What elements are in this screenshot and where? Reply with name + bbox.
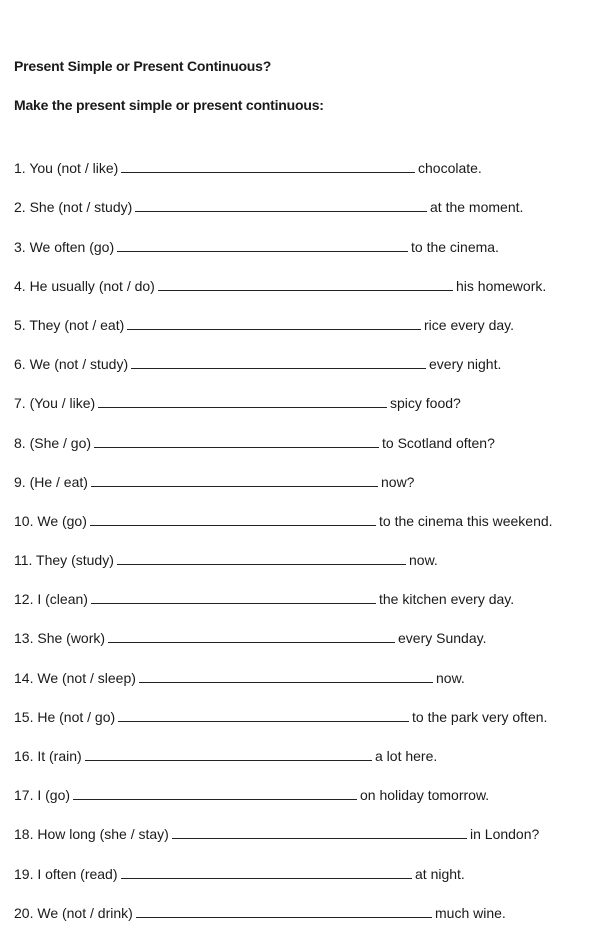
question-rest: in London?	[470, 826, 540, 843]
answer-blank[interactable]	[172, 823, 467, 839]
question-rest: on holiday tomorrow.	[360, 787, 490, 804]
question-item-1	[14, 136, 604, 175]
question-item-10	[14, 489, 604, 528]
question-line	[14, 432, 495, 450]
question-rest: every Sunday.	[398, 630, 487, 647]
question-item-18	[14, 802, 604, 841]
question-rest: his homework.	[456, 277, 547, 294]
question-line	[14, 863, 465, 881]
answer-blank[interactable]	[121, 157, 415, 173]
question-prompt: 14. We (not / sleep)	[14, 669, 136, 686]
answer-blank[interactable]	[94, 432, 379, 448]
answer-blank[interactable]	[131, 353, 426, 369]
question-line	[14, 236, 499, 254]
question-line	[14, 902, 506, 920]
question-item-15	[14, 685, 604, 724]
question-prompt: 7. (You / like)	[14, 395, 96, 412]
question-item-2	[14, 175, 604, 214]
question-item-3	[14, 214, 604, 253]
question-prompt: 11. They (study)	[14, 552, 114, 569]
question-rest: spicy food?	[390, 395, 461, 412]
question-rest: to the park very often.	[412, 708, 548, 725]
question-item-20	[14, 881, 604, 920]
question-rest: at the moment.	[430, 199, 524, 216]
answer-blank[interactable]	[85, 745, 372, 761]
question-prompt: 2. She (not / study)	[14, 199, 133, 216]
question-line	[14, 157, 482, 175]
question-rest: now.	[436, 669, 465, 686]
question-item-4	[14, 254, 604, 293]
question-rest: to the cinema.	[411, 238, 499, 255]
question-prompt: 8. (She / go)	[14, 434, 92, 451]
question-item-9	[14, 450, 604, 489]
question-prompt: 6. We (not / study)	[14, 356, 129, 373]
question-item-5	[14, 293, 604, 332]
question-line	[14, 510, 553, 528]
question-rest: chocolate.	[418, 160, 482, 177]
question-line	[14, 196, 523, 214]
question-line	[14, 353, 501, 371]
question-prompt: 4. He usually (not / do)	[14, 277, 155, 294]
question-item-14	[14, 645, 604, 684]
question-item-7	[14, 371, 604, 410]
question-rest: every night.	[429, 356, 502, 373]
answer-blank[interactable]	[118, 706, 409, 722]
answer-blank[interactable]	[117, 236, 408, 252]
answer-blank[interactable]	[139, 667, 433, 683]
question-line	[14, 275, 546, 293]
question-item-16	[14, 724, 604, 763]
question-prompt: 9. (He / eat)	[14, 473, 88, 490]
question-rest: rice every day.	[424, 316, 514, 333]
question-rest: to Scotland often?	[382, 434, 495, 451]
answer-blank[interactable]	[117, 549, 406, 565]
question-line	[14, 667, 465, 685]
question-prompt: 1. You (not / like)	[14, 160, 119, 177]
question-item-8	[14, 410, 604, 449]
question-item-17	[14, 763, 604, 802]
question-line	[14, 745, 437, 763]
question-prompt: 17. I (go)	[14, 787, 71, 804]
question-line	[14, 627, 486, 645]
question-rest: much wine.	[435, 904, 506, 921]
page-title: Present Simple or Present Continuous?	[14, 58, 272, 74]
question-rest: the kitchen every day.	[379, 591, 515, 608]
question-item-13	[14, 606, 604, 645]
question-line	[14, 471, 414, 489]
question-prompt: 3. We often (go)	[14, 238, 115, 255]
question-prompt: 15. He (not / go)	[14, 708, 116, 725]
question-rest: at night.	[415, 865, 465, 882]
question-line	[14, 314, 514, 332]
question-prompt: 19. I often (read)	[14, 865, 118, 882]
answer-blank[interactable]	[73, 784, 357, 800]
question-line	[14, 706, 547, 724]
question-line	[14, 549, 438, 567]
answer-blank[interactable]	[108, 627, 395, 643]
question-rest: to the cinema this weekend.	[379, 512, 553, 529]
question-prompt: 13. She (work)	[14, 630, 106, 647]
answer-blank[interactable]	[98, 392, 387, 408]
question-item-6	[14, 332, 604, 371]
question-rest: a lot here.	[375, 748, 438, 764]
question-item-11	[14, 528, 604, 567]
question-prompt: 18. How long (she / stay)	[14, 826, 169, 843]
question-item-12	[14, 567, 604, 606]
answer-blank[interactable]	[127, 314, 421, 330]
answer-blank[interactable]	[91, 471, 378, 487]
instruction-text: Make the present simple or present continuous:	[14, 97, 324, 113]
question-line	[14, 392, 461, 410]
question-line	[14, 784, 489, 802]
question-prompt: 16. It (rain)	[14, 748, 82, 764]
answer-blank[interactable]	[91, 588, 376, 604]
question-item-19	[14, 841, 604, 880]
answer-blank[interactable]	[158, 275, 453, 291]
question-prompt: 10. We (go)	[14, 512, 87, 529]
question-line	[14, 823, 539, 841]
question-prompt: 12. I (clean)	[14, 591, 88, 608]
question-prompt: 20. We (not / drink)	[14, 904, 133, 921]
question-line	[14, 588, 514, 606]
answer-blank[interactable]	[136, 902, 432, 918]
question-rest: now?	[381, 473, 415, 490]
question-list	[14, 136, 604, 920]
answer-blank[interactable]	[135, 196, 427, 212]
answer-blank[interactable]	[90, 510, 376, 526]
question-rest: now.	[409, 552, 438, 569]
question-prompt: 5. They (not / eat)	[14, 316, 125, 333]
answer-blank[interactable]	[121, 863, 412, 879]
